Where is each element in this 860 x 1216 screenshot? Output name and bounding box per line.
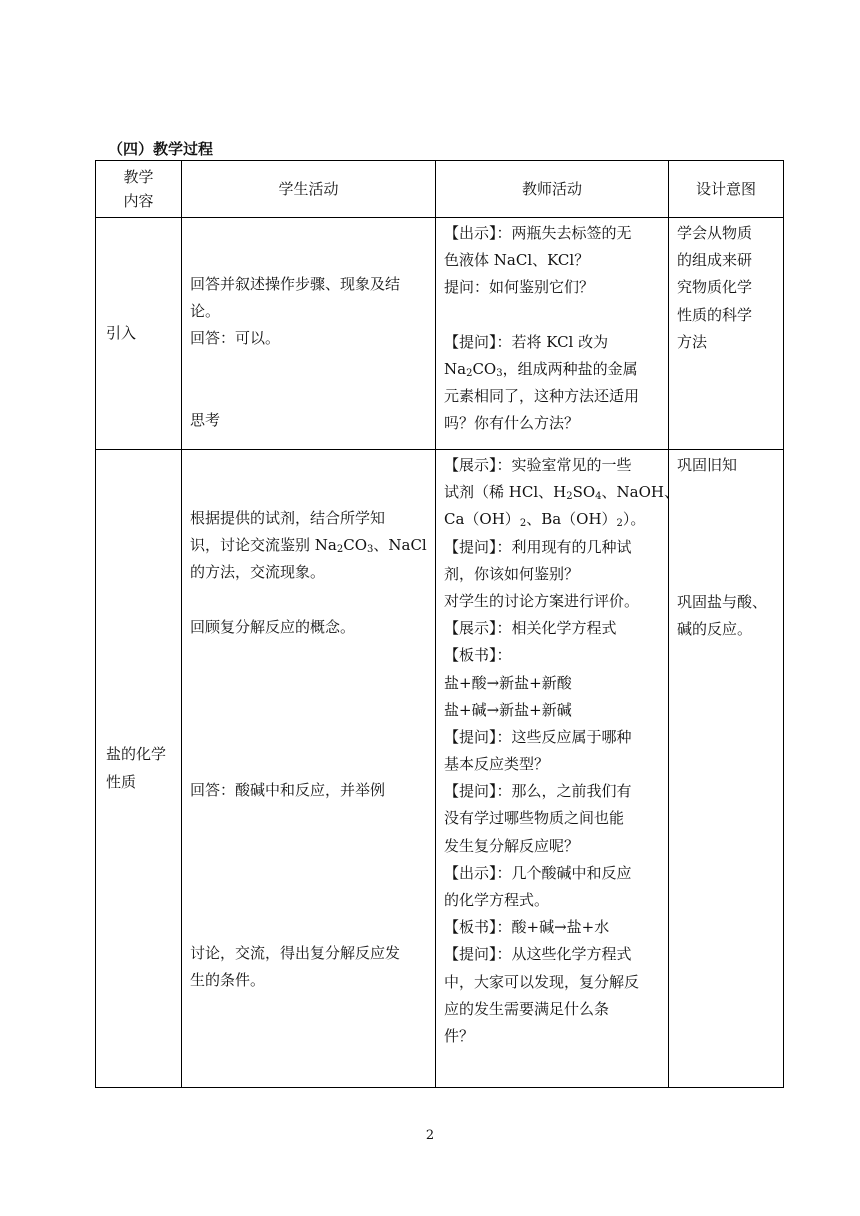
row2-student-line5: 回答：酸碱中和反应，并举例 xyxy=(190,780,386,799)
row2-intent-line3: 碱的反应。 xyxy=(677,620,753,639)
row2-student-line2: 识，讨论交流鉴别 $Na_2CO_3$、NaCl xyxy=(190,536,427,556)
row2-intent-line1: 巩固旧知 xyxy=(677,456,738,474)
row2-intent xyxy=(669,450,784,1088)
row2-teacher xyxy=(436,450,679,1088)
row2-teacher-line15: 发生复分解反应呢？ xyxy=(444,836,580,855)
row2-teacher-line18: 【板书】：酸+碱→盐+水 xyxy=(444,918,610,937)
row2-intent-line2: 巩固盐与酸、 xyxy=(677,593,768,612)
row2-student xyxy=(182,450,436,1088)
row1-student-line2: 论。 xyxy=(190,302,221,321)
row1-teacher-line1: 【出示】：两瓶失去标签的无 xyxy=(444,224,632,242)
row2-teacher-line17: 的化学方程式。 xyxy=(444,891,550,909)
row1-intent-line3: 究物质化学 xyxy=(677,278,753,297)
row2-teacher-line10: 盐+碱→新盐+新碱 xyxy=(444,700,572,719)
row1-teacher-line2: 色液体 NaCl、KCl？ xyxy=(444,251,590,270)
row1-teacher-line5: $Na_2CO_3$，组成两种盐的金属 xyxy=(444,359,638,379)
row2-teacher-line9: 盐+酸→新盐+新酸 xyxy=(444,673,572,692)
row2-teacher-line5: 剂，你该如何鉴别？ xyxy=(444,564,580,583)
row1-intent-line1: 学会从物质 xyxy=(677,224,753,242)
row1-teacher xyxy=(436,218,669,450)
header-content-line2: 内容 xyxy=(123,192,154,210)
row2-student-line6: 讨论，交流，得出复分解反应发 xyxy=(190,943,401,962)
row1-intent xyxy=(669,218,784,450)
row2-teacher-line12: 基本反应类型？ xyxy=(444,755,550,774)
row2-teacher-line1: 【展示】：实验室常见的一些 xyxy=(444,456,632,474)
row2-student-line3: 的方法，交流现象。 xyxy=(190,563,326,582)
row2-teacher-line4: 【提问】：利用现有的几种试 xyxy=(444,537,632,556)
row2-teacher-line8: 【板书】： xyxy=(444,646,512,665)
row2-teacher-line2: 试剂（稀 HCl、$H_2SO_4$、NaOH、 xyxy=(444,483,679,503)
row2-content xyxy=(96,450,182,1088)
row2-content-line2: 性质 xyxy=(106,772,137,791)
row2-student-line1: 根据提供的试剂，结合所学知 xyxy=(190,509,386,527)
row1-student-line3: 回答：可以。 xyxy=(190,329,281,348)
row1-content xyxy=(96,218,182,450)
row1-intent-line4: 性质的科学 xyxy=(677,305,753,324)
header-content xyxy=(96,161,182,218)
section-title: （四）教学过程 xyxy=(108,140,214,158)
page-number: 2 xyxy=(425,1128,435,1143)
row1-intent-line2: 的组成来研 xyxy=(677,251,753,270)
row1-student-line4: 思考 xyxy=(190,410,221,429)
row1-teacher-line6: 元素相同了，这种方法还适用 xyxy=(444,386,640,405)
row1-content-text: 引入 xyxy=(106,323,137,342)
teaching-process-table xyxy=(95,160,784,1088)
row1-teacher-line4: 【提问】：若将 KCl 改为 xyxy=(444,332,609,351)
header-student: 学生活动 xyxy=(182,161,436,218)
row1-student-line1: 回答并叙述操作步骤、现象及结 xyxy=(190,275,401,293)
row2-content-line1: 盐的化学 xyxy=(106,745,167,764)
row2-teacher-line20: 中，大家可以发现，复分解反 xyxy=(444,972,640,991)
row1-teacher-line7: 吗？你有什么方法？ xyxy=(444,414,580,433)
row2-teacher-line21: 应的发生需要满足什么条 xyxy=(444,999,610,1018)
row1-teacher-line3: 提问：如何鉴别它们？ xyxy=(444,278,595,297)
row2-teacher-line22: 件？ xyxy=(444,1026,475,1045)
row2-teacher-line16: 【出示】：几个酸碱中和反应 xyxy=(444,863,632,882)
row1-intent-line5: 方法 xyxy=(677,332,708,351)
row2-teacher-line11: 【提问】：这些反应属于哪种 xyxy=(444,727,632,746)
row2-teacher-line3: $Ca(OH)_2$、$Ba(OH)_2$）。 xyxy=(444,510,646,530)
row2-teacher-line19: 【提问】：从这些化学方程式 xyxy=(444,945,632,964)
header-content-line1: 教学 xyxy=(123,168,154,186)
header-teacher: 教师活动 xyxy=(436,161,669,218)
row2-teacher-line13: 【提问】：那么，之前我们有 xyxy=(444,782,632,801)
table-row xyxy=(96,450,784,1088)
row2-teacher-line7: 【展示】：相关化学方程式 xyxy=(444,619,617,638)
row1-student xyxy=(182,218,436,450)
header-intent: 设计意图 xyxy=(669,161,784,218)
row2-teacher-line14: 没有学过哪些物质之间也能 xyxy=(444,809,625,828)
row2-student-line7: 生的条件。 xyxy=(190,971,266,990)
row2-student-line4: 回顾复分解反应的概念。 xyxy=(190,617,356,636)
table-row xyxy=(96,218,784,450)
header-row xyxy=(96,161,784,218)
row2-teacher-line6: 对学生的讨论方案进行评价。 xyxy=(444,591,640,610)
